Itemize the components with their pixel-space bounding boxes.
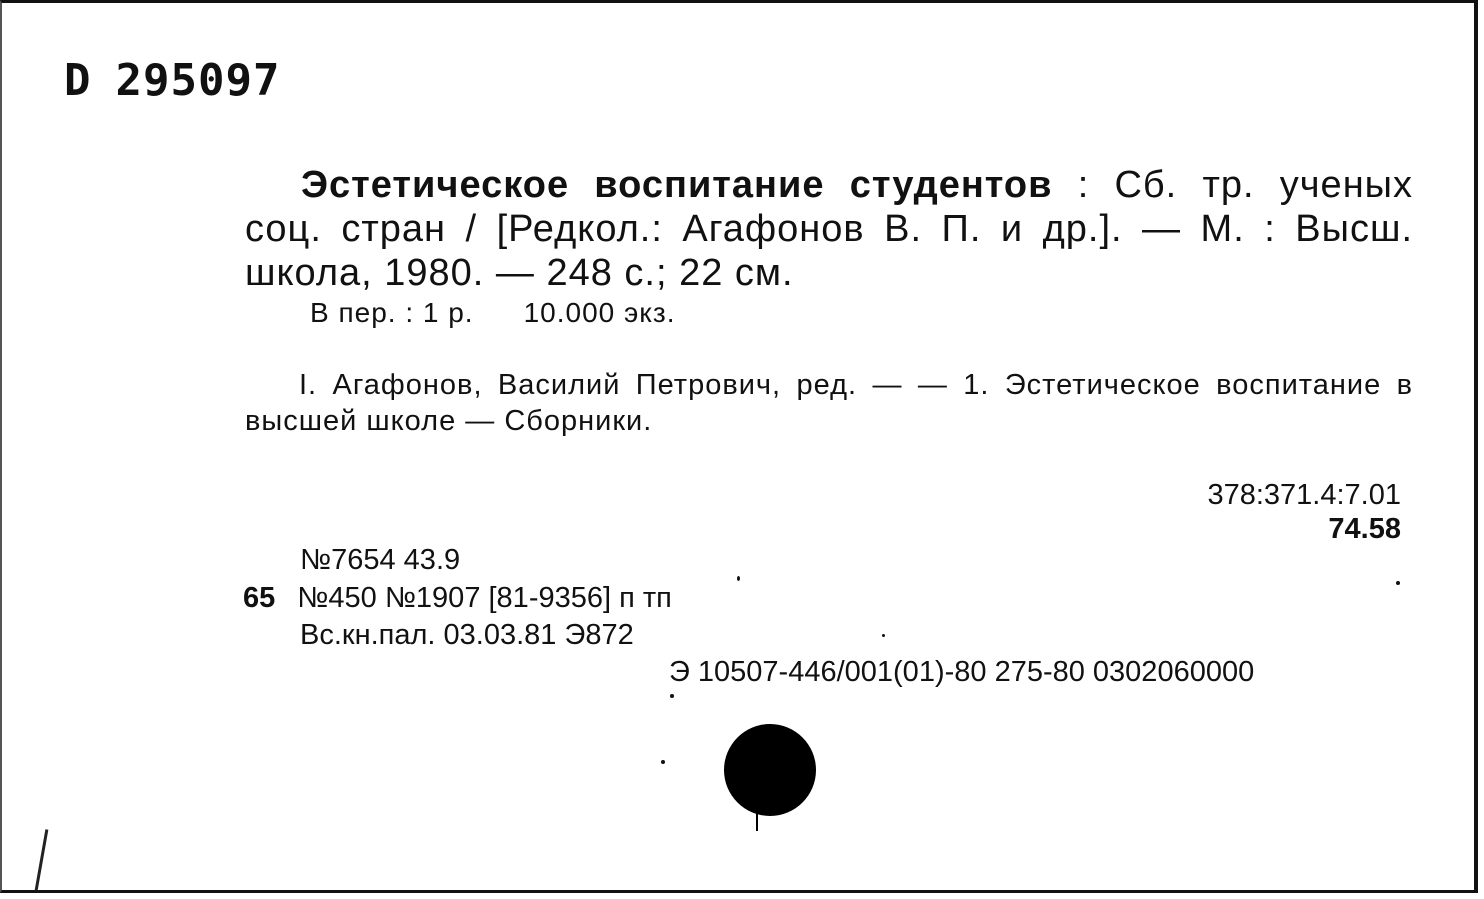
call-number-prefix: D xyxy=(64,55,92,106)
tech-line-2-text: №450 №1907 [81-9356] п тп xyxy=(297,582,672,614)
speck xyxy=(661,760,665,764)
print-run: 10.000 экз. xyxy=(523,297,676,328)
tracings: I. Агафонов, Василий Петрович, ред. — — 1. Эстетическое воспитание в высшей школе — Сборники. xyxy=(245,369,1413,437)
book-title: Эстетическое воспитание студентов xyxy=(301,164,1053,206)
udc-index: 378:371.4:7.01 xyxy=(1207,479,1401,511)
pencil-mark xyxy=(35,829,49,891)
speck xyxy=(1396,581,1400,585)
bbk-index: 74.58 xyxy=(1328,513,1401,545)
publication-details: : Сб. тр. ученых соц. стран / [Редкол.: Агафонов В. П. и др.]. — М. : Высш. школа, 1980. — 248 с.; 22 см. xyxy=(245,164,1413,294)
punch-hole-mark xyxy=(756,811,758,831)
speck xyxy=(670,694,674,698)
bibliographic-description xyxy=(245,163,1413,295)
tech-line-2 xyxy=(243,581,672,615)
call-number-value: 295097 xyxy=(115,55,281,106)
classification-block xyxy=(1207,478,1401,546)
binding-price: В пер. : 1 р. xyxy=(310,297,474,328)
tech-line-3: Вс.кн.пал. 03.03.81 Э872 xyxy=(300,619,634,651)
tech-line-1: №7654 43.9 xyxy=(300,544,461,576)
call-number xyxy=(64,55,280,106)
tech-line-4: Э 10507-446/001(01)-80 275-80 0302060000 xyxy=(669,656,1255,688)
speck xyxy=(882,634,885,637)
price-line xyxy=(310,297,675,329)
tech-line-2-number: 65 xyxy=(243,582,276,614)
punch-hole xyxy=(724,724,816,816)
speck xyxy=(737,576,740,581)
